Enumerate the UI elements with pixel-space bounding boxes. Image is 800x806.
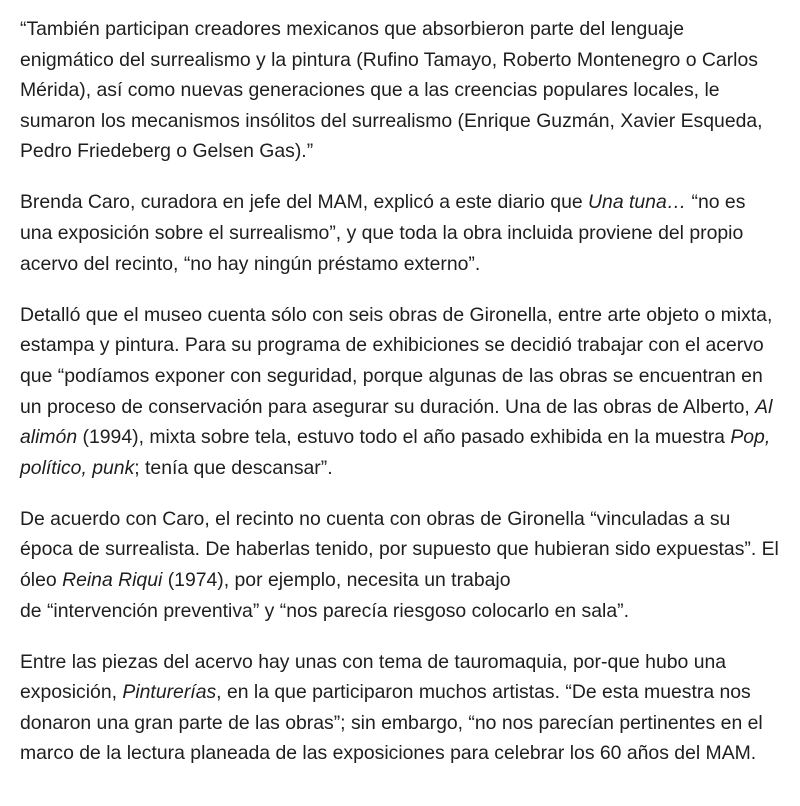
paragraph-brenda-caro: [20, 187, 780, 279]
work-title-una-tuna: Una tuna…: [588, 191, 687, 214]
paragraph-text: De acuerdo con Caro, el recinto no cuenta con obras de Gironella “vinculadas a su época de surrealista. De haberlas tenido, por supuesto que hubieran sido expuestas”. El óleo: [20, 507, 779, 591]
work-title-al-alimon: Al alimón: [20, 395, 773, 449]
paragraph-text: ; tenía que descansar”.: [134, 456, 333, 479]
paragraph-gironella-works: [20, 300, 780, 484]
paragraph-tauromaquia: [20, 647, 780, 769]
paragraph-text: (1994), mixta sobre tela, estuvo todo el año pasado exhibida en la muestra: [77, 426, 731, 449]
exhibition-title-pinturerias: Pinturerías: [122, 681, 217, 704]
paragraph-text: “no es una exposición sobre el surrealismo”, y que toda la obra incluida proviene del propio acervo del recinto, “no hay ningún préstamo externo”.: [20, 191, 746, 275]
paragraph-text: “También participan creadores mexicanos que absorbieron parte del lenguaje enigmático del surrealismo y la pintura (Rufino Tamayo, Roberto Montenegro o Carlos Mérida), así como nuevas generaciones que a las creencias populares locales, le sumaron los mecanismos insólitos del surrealismo (Enrique Guzmán, Xavier Esqueda, Pedro Friedeberg o Gelsen Gas).”: [20, 18, 763, 163]
exhibition-title-pop-politico-punk: Pop, político, punk: [20, 426, 771, 479]
paragraph-text: Brenda Caro, curadora en jefe del MAM, explicó a este diario que: [20, 191, 589, 214]
paragraph-text: (1974), por ejemplo, necesita un trabajo: [162, 569, 511, 591]
work-title-reina-riqui: Reina Riqui: [62, 569, 163, 591]
paragraph-text: de “intervención preventiva” y “nos parecía riesgoso colocarlo en sala”.: [20, 599, 629, 622]
paragraph-text: Detalló que el museo cuenta sólo con seis obras de Gironella, entre arte objeto o mixta, estampa y pintura. Para su programa de exhibiciones se decidió trabajar con el acervo que “podíamos exponer con seguridad, porque algunas de las obras se encuentran en un proceso de conservación para asegurar su duración. Una de las obras de Alberto,: [20, 303, 773, 418]
paragraph-quote-participants: [20, 14, 780, 167]
paragraph-surrealist-period: [20, 504, 780, 626]
paragraph-text: , en la que participaron muchos artistas. “De esta muestra nos donaron una gran parte de las obras”; sin embargo, “no nos parecían pertinentes en el marco de la lectura planeada de las exposiciones para celebrar los 60 años del MAM.: [20, 681, 763, 765]
paragraph-text: Entre las piezas del acervo hay unas con tema de tauromaquia, por-que hubo una exposición,: [20, 650, 727, 704]
